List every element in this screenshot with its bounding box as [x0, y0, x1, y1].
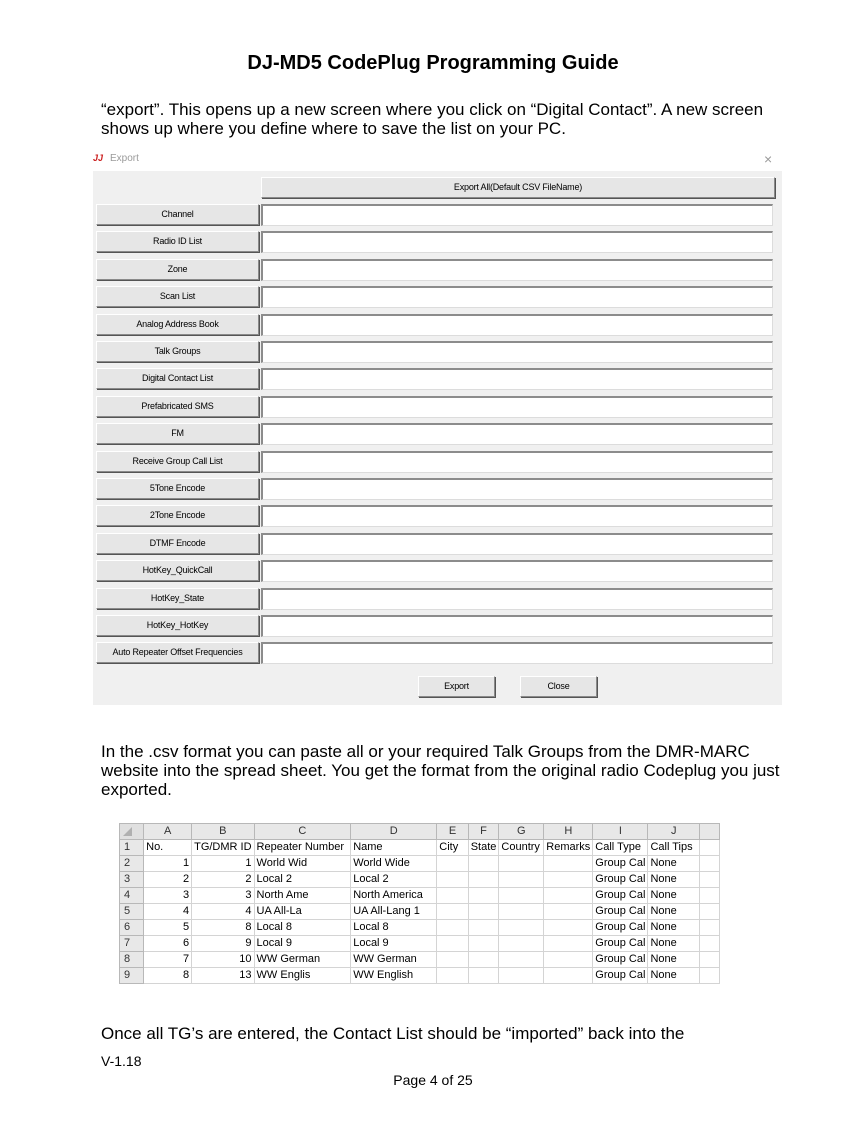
table-cell[interactable]	[437, 968, 468, 984]
export-item-label: Analog Address Book	[136, 318, 219, 329]
table-row	[120, 872, 720, 888]
table-cell[interactable]	[437, 920, 468, 936]
table-cell[interactable]: Local 9	[254, 936, 351, 952]
table-cell[interactable]: Name	[351, 840, 437, 856]
paragraph-import-note: Once all TG’s are entered, the Contact List should be “imported” back into the	[101, 1024, 685, 1043]
table-cell[interactable]: Local 2	[254, 872, 351, 888]
export-path-input[interactable]	[261, 314, 773, 336]
table-row	[120, 904, 720, 920]
row-number[interactable]: 2	[120, 856, 144, 872]
export-path-input[interactable]	[261, 505, 773, 527]
column-header	[700, 824, 720, 840]
table-cell[interactable]: North Ame	[254, 888, 351, 904]
column-header[interactable]: A	[144, 824, 192, 840]
export-path-input[interactable]	[261, 533, 773, 555]
export-path-input[interactable]	[261, 204, 773, 226]
row-number[interactable]: 1	[120, 840, 144, 856]
table-cell[interactable]: None	[648, 920, 700, 936]
table-cell[interactable]: WW German	[351, 952, 437, 968]
export-all-button[interactable]	[261, 177, 775, 198]
export-item-button[interactable]	[96, 451, 259, 472]
table-cell[interactable]	[468, 920, 499, 936]
table-cell[interactable]: Group Cal	[593, 856, 648, 872]
export-item-button[interactable]	[96, 588, 259, 609]
export-path-input[interactable]	[261, 286, 773, 308]
export-item-label: Digital Contact List	[141, 373, 214, 384]
select-all-corner[interactable]	[120, 824, 144, 840]
export-path-input[interactable]	[261, 560, 773, 582]
table-cell[interactable]	[499, 952, 544, 968]
table-cell[interactable]: 9	[192, 936, 254, 952]
table-cell[interactable]: None	[648, 936, 700, 952]
table-cell[interactable]	[544, 888, 593, 904]
table-cell[interactable]: TG/DMR ID	[192, 840, 254, 856]
export-item-label: HotKey_HotKey	[146, 620, 209, 630]
export-item-button[interactable]	[96, 286, 259, 307]
column-header[interactable]: E	[437, 824, 468, 840]
table-cell[interactable]	[544, 936, 593, 952]
table-cell[interactable]	[468, 888, 499, 904]
table-cell[interactable]	[468, 936, 499, 952]
table-cell[interactable]: Group Cal	[593, 968, 648, 984]
export-item-label: Scan List	[159, 291, 196, 302]
table-cell[interactable]: WW English	[351, 968, 437, 984]
table-cell[interactable]	[700, 904, 720, 920]
export-item-button[interactable]	[96, 396, 259, 417]
table-cell[interactable]: None	[648, 968, 700, 984]
export-item-label: HotKey_QuickCall	[142, 565, 213, 576]
table-cell[interactable]: 1	[144, 856, 192, 872]
table-cell[interactable]	[700, 888, 720, 904]
table-cell[interactable]: Repeater Number	[254, 840, 351, 856]
table-cell[interactable]	[468, 872, 499, 888]
export-item-button[interactable]	[96, 478, 259, 499]
document-title: DJ-MD5 CodePlug Programming Guide	[247, 52, 619, 74]
export-path-input[interactable]	[261, 615, 773, 637]
export-item-label: FM	[171, 428, 184, 439]
table-cell[interactable]: None	[648, 888, 700, 904]
export-item-label: Receive Group Call List	[132, 455, 223, 466]
page-number: Page 4 of 25	[393, 1072, 473, 1088]
table-cell[interactable]: WW Englis	[254, 968, 351, 984]
table-cell[interactable]	[437, 888, 468, 904]
version-label: V-1.18	[101, 1053, 142, 1069]
table-cell[interactable]: City	[437, 840, 468, 856]
table-cell[interactable]: Group Cal	[593, 936, 648, 952]
export-item-label: Zone	[167, 263, 188, 274]
table-cell[interactable]	[700, 952, 720, 968]
table-cell[interactable]	[700, 936, 720, 952]
table-cell[interactable]	[499, 968, 544, 984]
export-item-label: 2Tone Encode	[149, 510, 206, 521]
table-cell[interactable]	[499, 936, 544, 952]
export-item-label: Radio ID List	[153, 236, 202, 247]
export-path-input[interactable]	[261, 642, 773, 664]
table-cell[interactable]: Group Cal	[593, 952, 648, 968]
export-path-input[interactable]	[261, 478, 773, 500]
export-item-label: DTMF Encode	[149, 537, 206, 548]
export-item-label: Channel	[161, 209, 194, 219]
export-item-button[interactable]	[96, 615, 259, 636]
table-cell[interactable]: 7	[144, 952, 192, 968]
table-cell[interactable]: Call Type	[593, 840, 648, 856]
close-icon[interactable]: ×	[764, 151, 773, 167]
row-number[interactable]: 3	[120, 872, 144, 888]
export-item-button[interactable]	[96, 368, 259, 389]
table-cell[interactable]: None	[648, 856, 700, 872]
table-cell[interactable]: WW German	[254, 952, 351, 968]
table-cell[interactable]: 13	[192, 968, 254, 984]
close-button[interactable]	[520, 676, 597, 697]
table-cell[interactable]	[700, 840, 720, 856]
export-dialog	[93, 150, 782, 705]
table-row	[120, 936, 720, 952]
export-item-label: Talk Groups	[154, 346, 201, 356]
column-header[interactable]: D	[351, 824, 437, 840]
row-number[interactable]: 7	[120, 936, 144, 952]
table-cell[interactable]	[468, 856, 499, 872]
row-number[interactable]: 8	[120, 952, 144, 968]
column-header[interactable]: I	[593, 824, 648, 840]
table-cell[interactable]	[437, 872, 468, 888]
paragraph-export-intro: “export”. This opens up a new screen where you click on “Digital Contact”. A new screen shows up where you define where to save the list on your PC.	[101, 100, 764, 138]
table-cell[interactable]: 4	[192, 904, 254, 920]
export-button[interactable]	[418, 676, 495, 697]
table-cell[interactable]: None	[648, 904, 700, 920]
table-cell[interactable]: 2	[144, 872, 192, 888]
export-path-input[interactable]	[261, 423, 773, 445]
close-button-label: Close	[547, 681, 570, 691]
table-cell[interactable]: 5	[144, 920, 192, 936]
table-cell[interactable]: UA All-La	[254, 904, 351, 920]
export-item-button[interactable]	[96, 560, 259, 581]
table-cell[interactable]: 8	[144, 968, 192, 984]
table-cell[interactable]	[544, 904, 593, 920]
column-header[interactable]: C	[254, 824, 351, 840]
table-cell[interactable]: Country	[499, 840, 544, 856]
export-all-label: Export All(Default CSV FileName)	[453, 182, 583, 192]
table-cell[interactable]	[700, 968, 720, 984]
table-cell[interactable]: 2	[192, 872, 254, 888]
table-cell[interactable]	[468, 968, 499, 984]
spreadsheet	[119, 823, 720, 989]
table-cell[interactable]	[468, 904, 499, 920]
export-button-label: Export	[444, 681, 469, 691]
row-number[interactable]: 9	[120, 968, 144, 984]
table-row	[120, 888, 720, 904]
table-cell[interactable]: North America	[351, 888, 437, 904]
table-cell[interactable]: Group Cal	[593, 872, 648, 888]
paragraph-csv-format: In the .csv format you can paste all or your required Talk Groups from the DMR-MARC website into the spread sheet. You get the format from the original radio Codeplug you just exported.	[101, 742, 780, 799]
table-cell[interactable]: None	[648, 952, 700, 968]
export-item-button[interactable]	[96, 341, 259, 362]
table-cell[interactable]	[544, 952, 593, 968]
table-cell[interactable]	[544, 920, 593, 936]
table-cell[interactable]: No.	[144, 840, 192, 856]
row-number[interactable]: 6	[120, 920, 144, 936]
table-cell[interactable]	[700, 856, 720, 872]
table-cell[interactable]	[499, 888, 544, 904]
column-header[interactable]: J	[648, 824, 700, 840]
table-row	[120, 968, 720, 984]
export-item-button[interactable]	[96, 533, 259, 554]
row-number[interactable]: 5	[120, 904, 144, 920]
table-cell[interactable]: Group Cal	[593, 920, 648, 936]
table-row	[120, 840, 720, 856]
table-row	[120, 856, 720, 872]
table-cell[interactable]	[437, 856, 468, 872]
table-cell[interactable]: Local 8	[254, 920, 351, 936]
export-item-label: 5Tone Encode	[149, 483, 206, 493]
export-item-button[interactable]	[96, 642, 259, 663]
table-row	[120, 952, 720, 968]
table-cell[interactable]: Local 2	[351, 872, 437, 888]
table-cell[interactable]: World Wide	[351, 856, 437, 872]
table-cell[interactable]: 3	[144, 888, 192, 904]
table-cell[interactable]: 3	[192, 888, 254, 904]
table-row	[120, 920, 720, 936]
table-cell[interactable]	[468, 952, 499, 968]
spreadsheet-grid	[119, 823, 720, 984]
table-cell[interactable]: Group Cal	[593, 904, 648, 920]
table-cell[interactable]	[499, 904, 544, 920]
export-path-input[interactable]	[261, 259, 773, 281]
table-cell[interactable]: State	[468, 840, 499, 856]
table-cell[interactable]	[544, 872, 593, 888]
export-item-button[interactable]	[96, 259, 259, 280]
column-header[interactable]: B	[192, 824, 254, 840]
table-cell[interactable]	[499, 920, 544, 936]
column-header[interactable]: F	[468, 824, 499, 840]
export-item-button[interactable]	[96, 204, 259, 225]
export-path-input[interactable]	[261, 451, 773, 473]
export-item-button[interactable]	[96, 314, 259, 335]
column-header[interactable]: G	[499, 824, 544, 840]
table-cell[interactable]: Local 9	[351, 936, 437, 952]
export-path-input[interactable]	[261, 396, 773, 418]
table-cell[interactable]	[499, 872, 544, 888]
table-cell[interactable]	[499, 856, 544, 872]
export-item-label: HotKey_State	[150, 592, 205, 603]
dialog-titlebar	[93, 150, 782, 171]
table-cell[interactable]	[700, 872, 720, 888]
export-item-button[interactable]	[96, 423, 259, 444]
table-cell[interactable]: Call Tips	[648, 840, 700, 856]
select-all-icon	[123, 827, 132, 836]
table-cell[interactable]: 6	[144, 936, 192, 952]
table-cell[interactable]	[700, 920, 720, 936]
table-cell[interactable]: 1	[192, 856, 254, 872]
table-cell[interactable]: Remarks	[544, 840, 593, 856]
column-header[interactable]: H	[544, 824, 593, 840]
table-cell[interactable]: UA All-Lang 1	[351, 904, 437, 920]
table-cell[interactable]	[544, 968, 593, 984]
table-cell[interactable]: 10	[192, 952, 254, 968]
export-item-label: Auto Repeater Offset Frequencies	[112, 647, 243, 658]
dialog-title: Export	[110, 153, 139, 164]
table-cell[interactable]: 4	[144, 904, 192, 920]
table-cell[interactable]	[437, 904, 468, 920]
table-cell[interactable]: None	[648, 872, 700, 888]
export-path-input[interactable]	[261, 341, 773, 363]
table-cell[interactable]	[437, 936, 468, 952]
table-cell[interactable]: Local 8	[351, 920, 437, 936]
export-path-input[interactable]	[261, 231, 773, 253]
table-cell[interactable]	[437, 952, 468, 968]
app-logo-icon: JJ	[93, 153, 104, 163]
table-cell[interactable]: World Wid	[254, 856, 351, 872]
export-path-input[interactable]	[261, 588, 773, 610]
export-item-label: Prefabricated SMS	[141, 400, 214, 411]
table-cell[interactable]: Group Cal	[593, 888, 648, 904]
export-item-button[interactable]	[96, 231, 259, 252]
table-cell[interactable]	[544, 856, 593, 872]
row-number[interactable]: 4	[120, 888, 144, 904]
column-header-row	[120, 824, 720, 840]
export-item-button[interactable]	[96, 505, 259, 526]
table-cell[interactable]: 8	[192, 920, 254, 936]
export-path-input[interactable]	[261, 368, 773, 390]
